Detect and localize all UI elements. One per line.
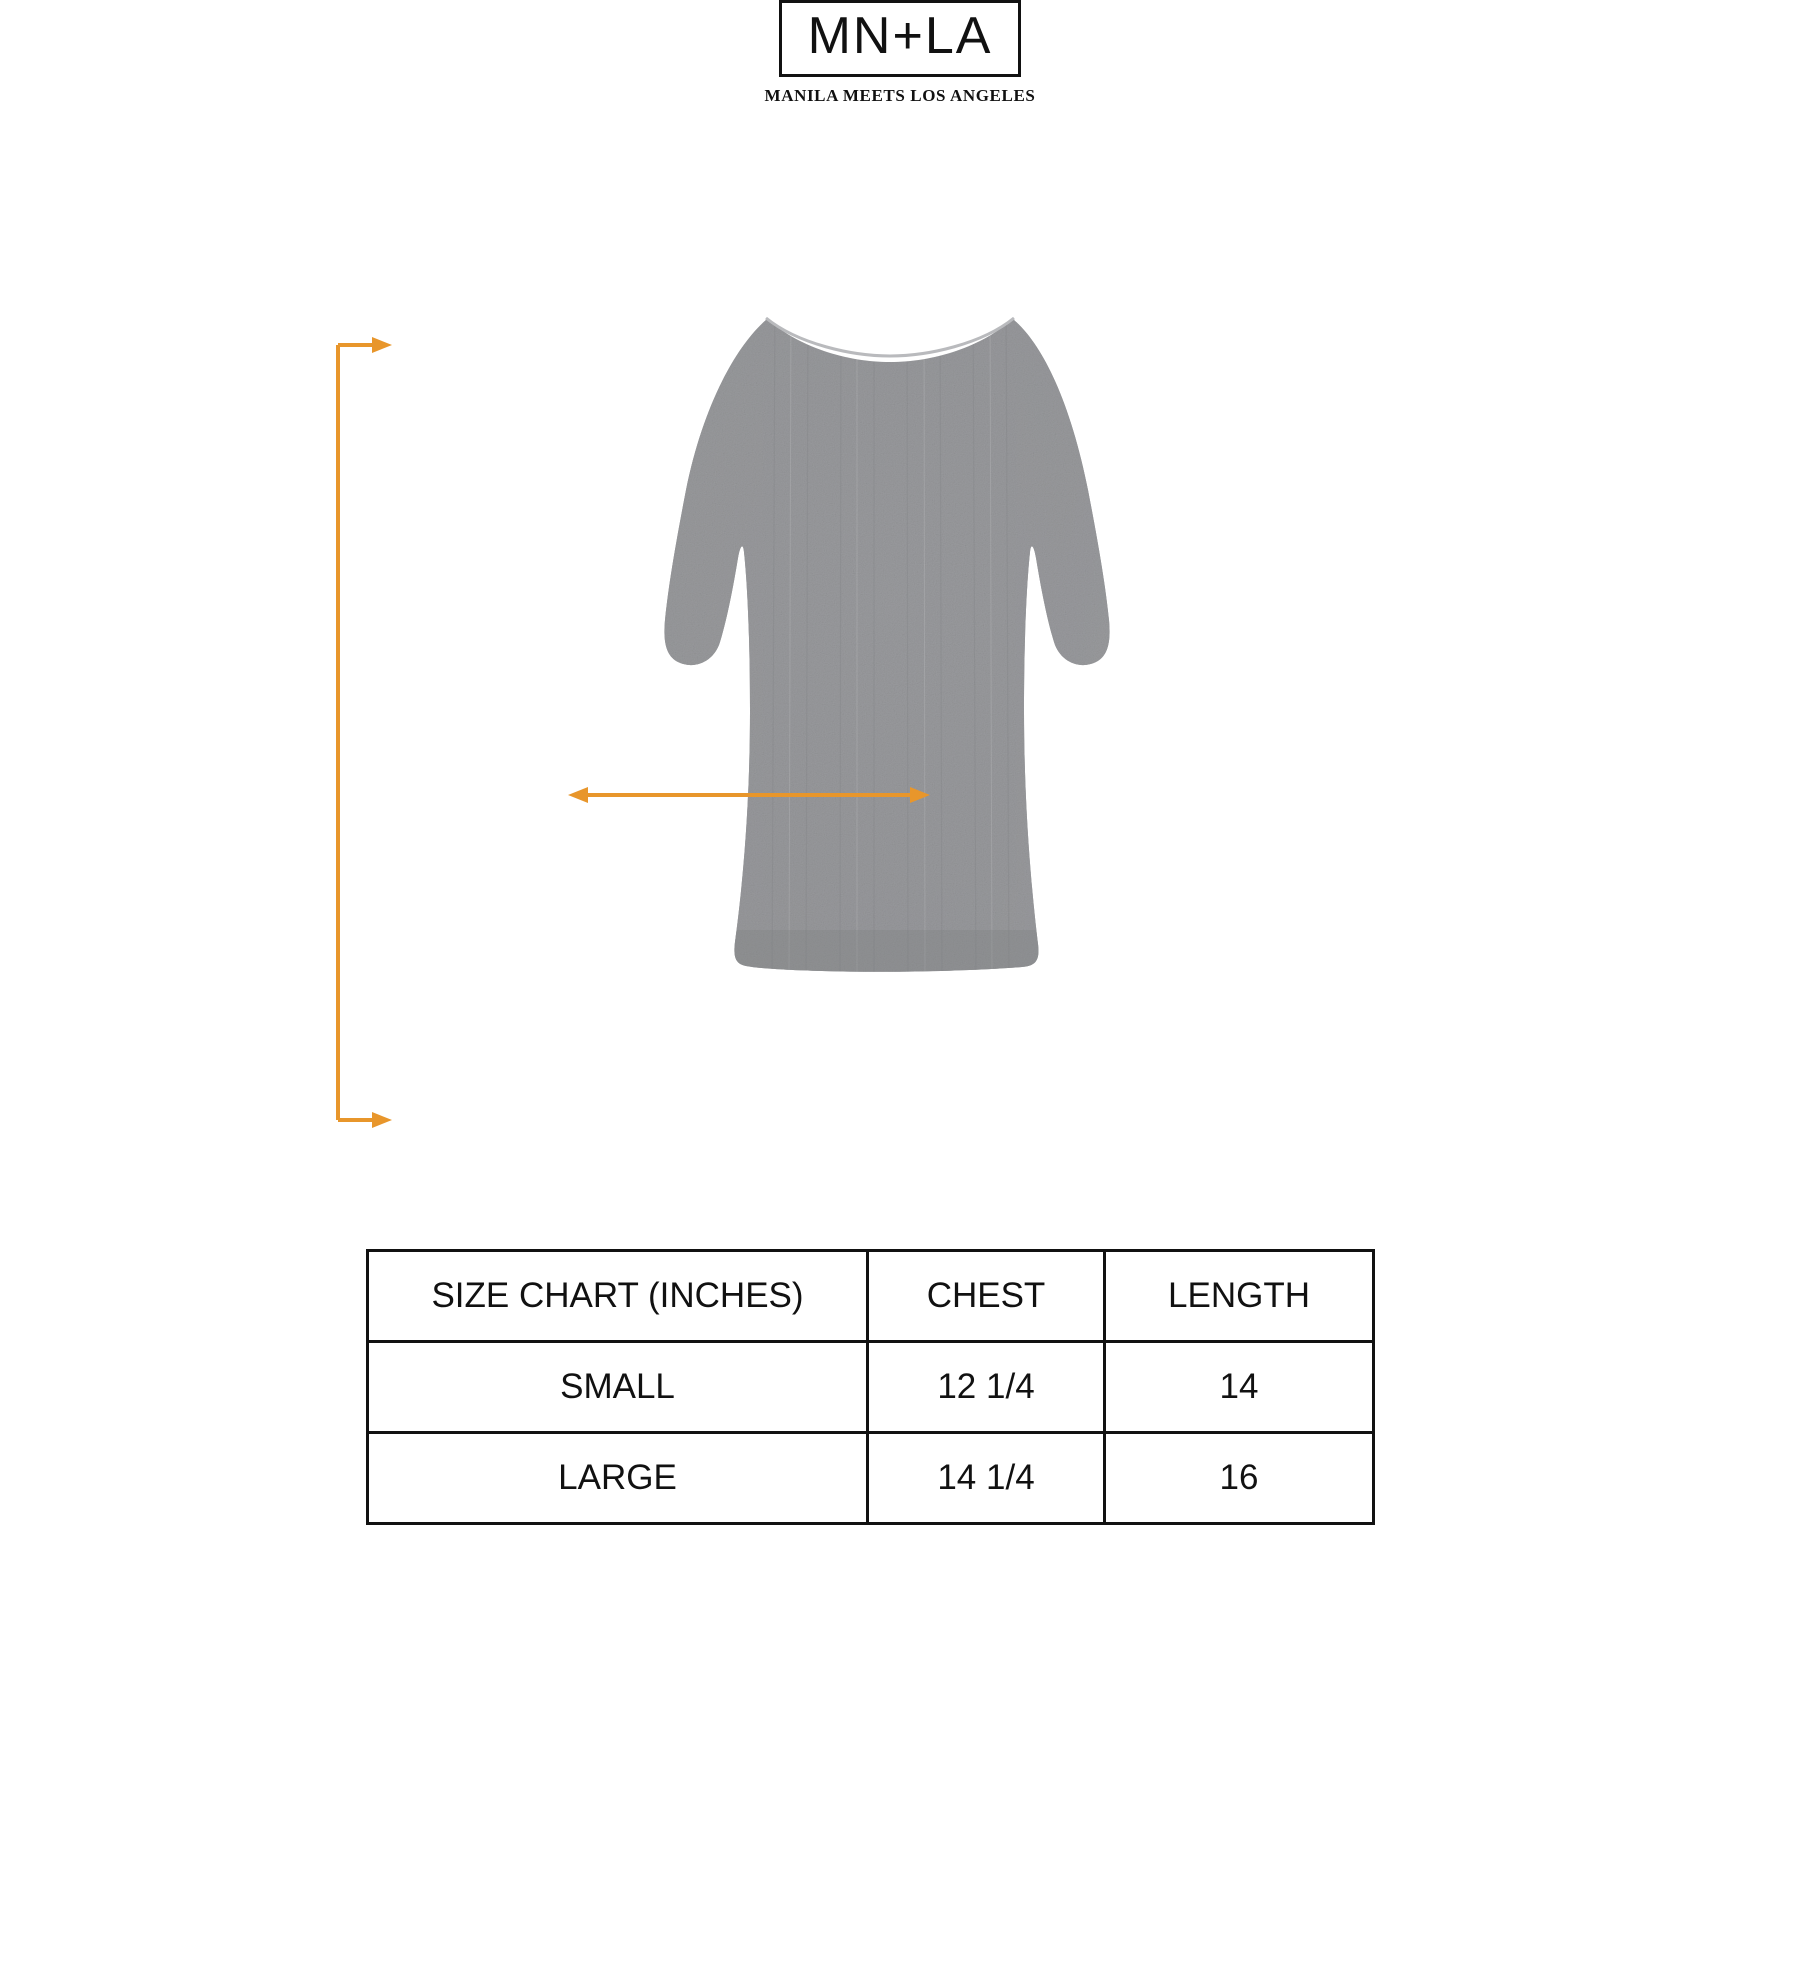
table-header-cell: SIZE CHART (INCHES) — [368, 1251, 868, 1342]
brand-tagline: MANILA MEETS LOS ANGELES — [764, 85, 1036, 105]
table-header-cell: LENGTH — [1105, 1251, 1374, 1342]
table-cell-chest: 12 1/4 — [868, 1342, 1105, 1433]
length-measure-arrow — [338, 345, 380, 1120]
brand-logo-text: MN+LA — [807, 7, 993, 65]
product-image — [560, 290, 1220, 1170]
table-header-row — [368, 1251, 1374, 1342]
garment-body — [560, 290, 1220, 1170]
table-row — [368, 1433, 1374, 1524]
brand-logo-box — [779, 0, 1022, 77]
table-row — [368, 1342, 1374, 1433]
brand-header — [0, 0, 1800, 106]
size-chart-table — [366, 1249, 1375, 1525]
table-cell-length: 14 — [1105, 1342, 1374, 1433]
table-header-cell: CHEST — [868, 1251, 1105, 1342]
table-cell-size: LARGE — [368, 1433, 868, 1524]
table-cell-chest: 14 1/4 — [868, 1433, 1105, 1524]
tank-top-illustration — [560, 290, 1220, 1170]
table-cell-length: 16 — [1105, 1433, 1374, 1524]
length-arrow-head-bottom — [372, 1112, 392, 1128]
length-arrow-head-top — [372, 337, 392, 353]
table-cell-size: SMALL — [368, 1342, 868, 1433]
